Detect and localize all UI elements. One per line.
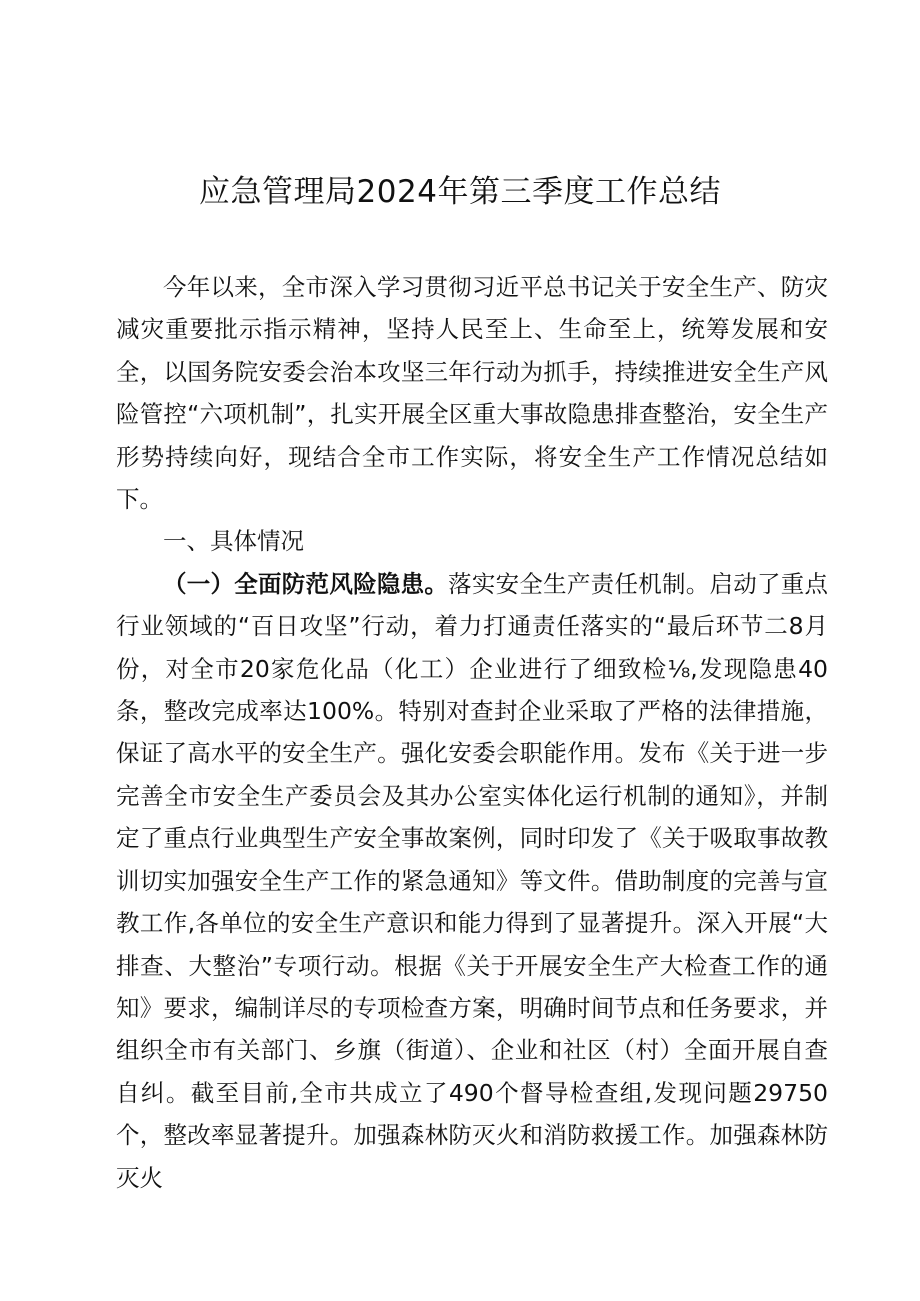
subsection-body: 落实安全生产责任机制。启动了重点行业领域的“百日攻坚”行动，着力打通责任落实的“最后环节二8月份，对全市20家危化品（化工）企业进行了细致检⅛,发现隐患40条，整改完成率达100%。特别对查封企业采取了严格的法律措施，保证了高水平的安全生产。强化安委会职能作用。发布《关于进一步完善全市安全生产委员会及其办公室实体化运行机制的通知》，并制定了重点行业典型生产安全事故案例，同时印发了《关于吸取事故教训切实加强安全生产工作的紧急通知》等文件。借助制度的完善与宣教工作,各单位的安全生产意识和能力得到了显著提升。深入开展“大排查、大整治”专项行动。根据《关于开展安全生产大检查工作的通知》要求，编制详尽的专项检查方案，明确时间节点和任务要求，并组织全市有关部门、乡旗（街道）、企业和社区（村）全面开展自查自纠。截至目前,全市共成立了490个督导检查组,发现问题29750个，整改率显著提升。加强森林防灭火和消防救援工作。加强森林防灭火 <box>116 569 829 1192</box>
intro-paragraph: 今年以来，全市深入学习贯彻习近平总书记关于安全生产、防灾减灾重要批示指示精神，坚持人民至上、生命至上，统筹发展和安全，以国务院安委会治本攻坚三年行动为抓手，持续推进安全生产风险管控“六项机制”，扎实开展全区重大事故隐患排查整治，安全生产形势持续向好，现结合全市工作实际，将安全生产工作情况总结如下。 <box>116 273 828 514</box>
subsection-paragraph <box>116 563 828 1199</box>
section-heading: 一、具体情况 <box>163 527 304 556</box>
document-title: 应急管理局2024年第三季度工作总结 <box>199 174 721 210</box>
document-body <box>116 266 828 1199</box>
subsection-title: （一）全面防范风险隐患。 <box>163 569 449 598</box>
